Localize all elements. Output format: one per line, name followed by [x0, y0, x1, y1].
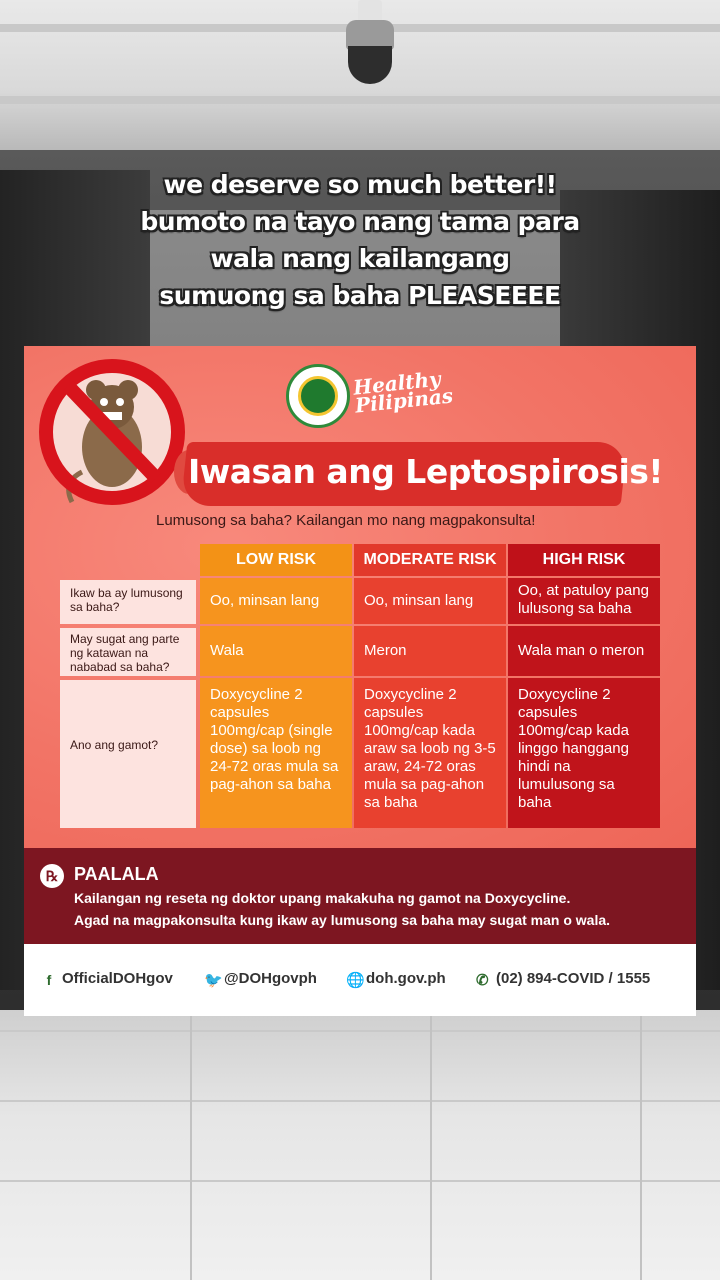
security-camera-icon: [340, 0, 400, 86]
facebook-icon: f: [46, 972, 52, 988]
table-cell-moderate: Doxycycline 2 capsules 100mg/cap kada araw sa loob ng 3-5 araw, 24-72 oras mula sa pag-ahon sa baha: [354, 678, 506, 828]
paalala-drug-name: Doxycycline: [484, 890, 567, 906]
phone-number: (02) 894-COVID: [496, 970, 605, 987]
row-label: Ano ang gamot?: [60, 680, 196, 828]
table-cell-low: Oo, minsan lang: [200, 578, 352, 624]
footer-website: [346, 970, 446, 987]
website-url: doh.gov.ph: [366, 970, 446, 987]
prescription-icon: ℞: [40, 864, 64, 888]
table-cell-high: Doxycycline 2 capsules 100mg/cap kada linggo hanggang hindi na lumulusong sa baha: [508, 678, 660, 828]
table-cell-moderate: Meron: [354, 626, 506, 676]
footer-facebook: [42, 970, 173, 987]
table-cell-high: Oo, at patuloy pang lulusong sa baha: [508, 578, 660, 624]
twitter-handle: @DOHgovph: [224, 970, 317, 987]
paalala-text: Kailangan ng reseta ng doktor upang makakuha ng gamot na: [74, 890, 485, 906]
leptospirosis-poster: [24, 346, 696, 1016]
paalala-title: PAALALA: [74, 864, 159, 884]
phone-icon: ✆: [476, 972, 489, 989]
caption-line: wala nang kailangang: [210, 244, 510, 273]
table-cell-low: Doxycycline 2 capsules 100mg/cap (single dose) sa loob ng 24-72 oras mula sa pag-ahon sa baha: [200, 678, 352, 828]
header-moderate-risk: MODERATE RISK: [354, 544, 506, 576]
row-label: Ikaw ba ay lumusong sa baha?: [60, 580, 196, 624]
twitter-icon: 🐦: [204, 972, 223, 989]
separator: /: [608, 970, 613, 987]
table-cell-high: Wala man o meron: [508, 626, 660, 676]
hotline-number: 1555: [616, 970, 651, 987]
tiled-floor: [0, 1010, 720, 1280]
poster-title: Iwasan ang Leptospirosis!: [188, 452, 663, 491]
poster-subtitle: Lumusong sa baha? Kailangan mo nang magpakonsulta!: [156, 512, 536, 529]
caption-line: we deserve so much better!!: [163, 170, 557, 199]
healthy-pilipinas-logo: Healthy Pilipinas: [352, 366, 455, 418]
paalala-notice: [24, 848, 696, 944]
paalala-text: .: [566, 890, 571, 906]
video-caption: [60, 166, 660, 314]
no-rat-icon: [32, 352, 192, 512]
paalala-line: Agad na magpakonsulta kung ikaw ay lumusong sa baha may sugat man o wala.: [74, 912, 611, 928]
ceiling-beam: [0, 96, 720, 104]
footer-twitter: [204, 970, 317, 987]
table-cell-low: Wala: [200, 626, 352, 676]
caption-line: sumuong sa baha PLEASEEEE: [159, 281, 561, 310]
poster-footer: [24, 944, 696, 1016]
paalala-line: [74, 890, 570, 906]
header-high-risk: HIGH RISK: [508, 544, 660, 576]
row-label: May sugat ang parte ng katawan na nababad sa baha?: [60, 628, 196, 676]
caption-line: bumoto na tayo nang tama para: [140, 207, 580, 236]
globe-icon: 🌐: [346, 972, 365, 989]
header-low-risk: LOW RISK: [200, 544, 352, 576]
table-cell-moderate: Oo, minsan lang: [354, 578, 506, 624]
doh-seal-icon: [286, 364, 350, 428]
footer-phone: [476, 970, 650, 987]
facebook-handle: OfficialDOHgov: [62, 970, 173, 987]
